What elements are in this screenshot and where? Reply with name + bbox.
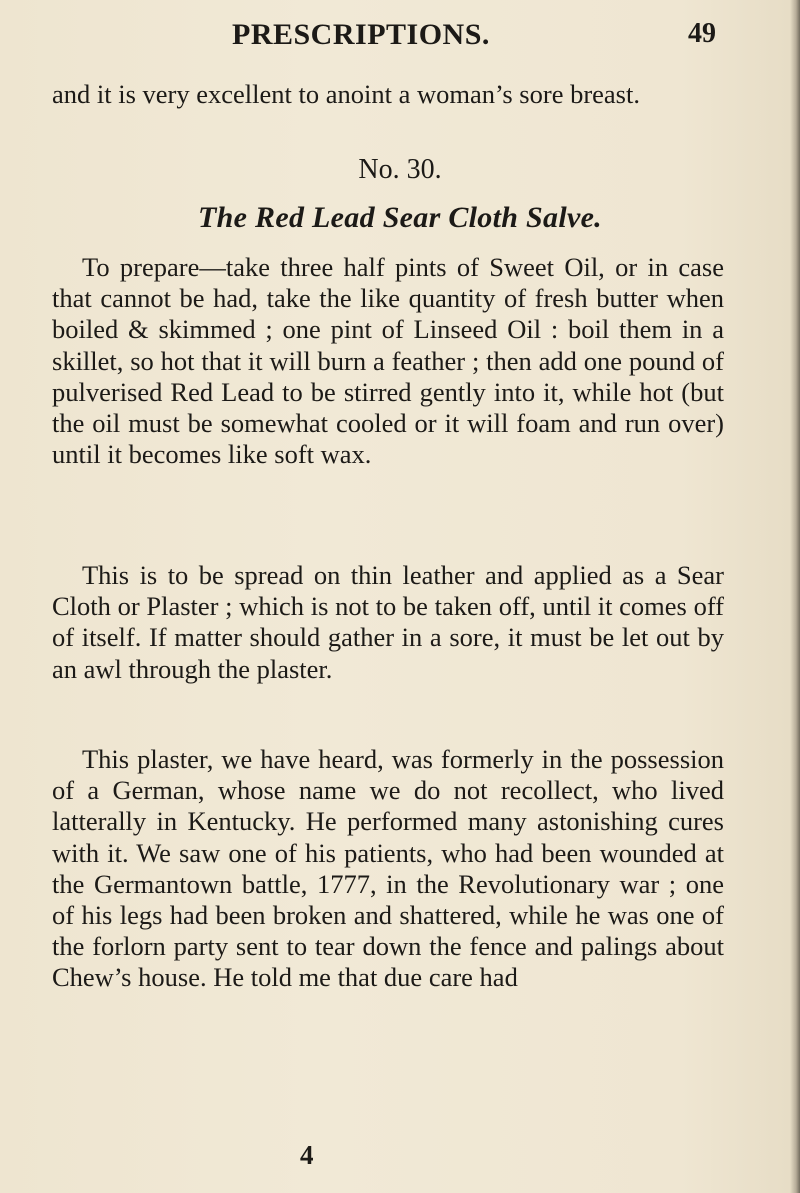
page-header: [0, 18, 800, 58]
running-head: PRESCRIPTIONS.: [232, 18, 490, 51]
continuation-paragraph: and it is very excellent to anoint a woman’s sore breast.: [52, 79, 640, 109]
recipe-paragraph-3: This plaster, we have heard, was formerly in the possession of a German, whose name we do not recollect, who lived latterally in Kentucky. He performed many astonishing cures with it. We saw one of his patients, who had been wounded at the Germantown battle, 1777, in the Revolutionary war ; one of his legs had been broken and shattered, while he was one of the forlorn party sent to tear down the fence and palings about Chew’s house. He told me that due care had: [52, 744, 724, 993]
recipe-paragraph-2: This is to be spread on thin leather and applied as a Sear Cloth or Plaster ; which is not to be taken off, until it comes off of itself. If matter should gather in a sore, it must be let out by an awl through the plaster.: [52, 560, 724, 684]
recipe-number: No. 30.: [358, 154, 442, 185]
signature-mark: 4: [300, 1140, 314, 1170]
page-number: 49: [688, 18, 716, 49]
recipe-paragraph-1: To prepare—take three half pints of Sweet Oil, or in case that cannot be had, take the like quantity of fresh butter when boiled & skimmed ; one pint of Linseed Oil : boil them in a skillet, so hot that it will burn a feather ; then add one pound of pulverised Red Lead to be stirred gently into it, while hot (but the oil must be somewhat cooled or it will foam and run over) until it becomes like soft wax.: [52, 252, 724, 470]
recipe-title: The Red Lead Sear Cloth Salve.: [198, 201, 602, 234]
